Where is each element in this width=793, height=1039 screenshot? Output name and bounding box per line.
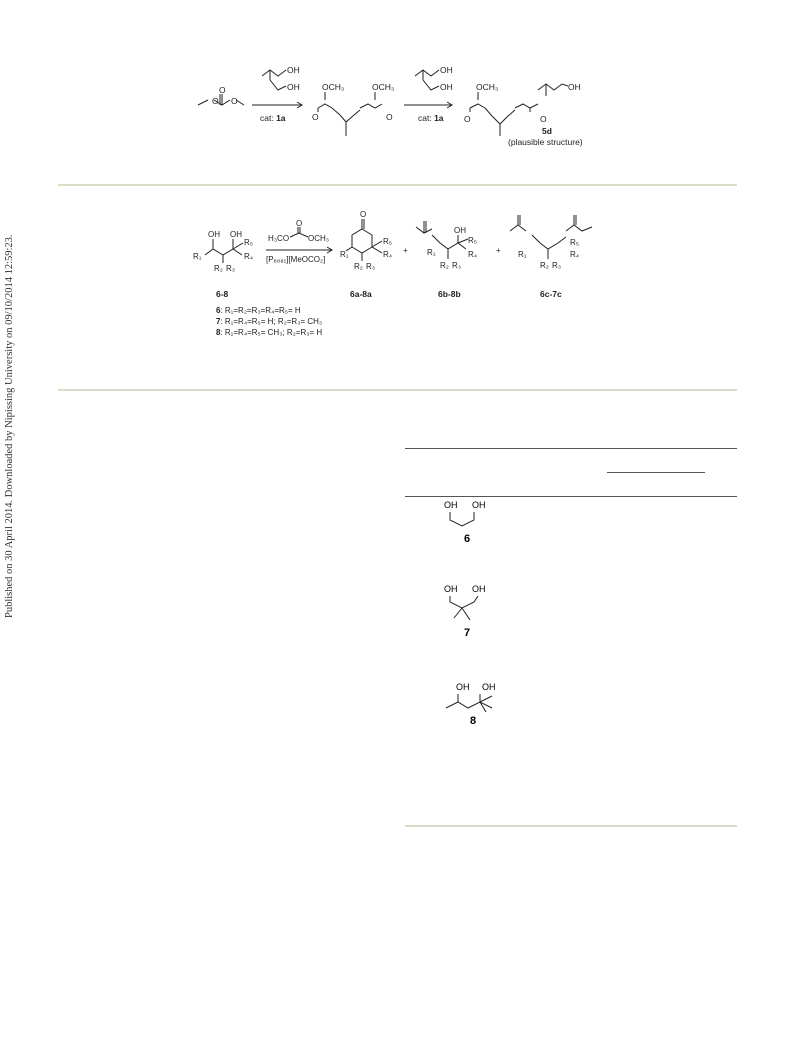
compound-8-label: 8 [470,715,477,727]
lin-r1: R₁ [427,248,436,257]
lin-oh: OH [454,226,466,235]
divider-1 [58,184,737,186]
definition-7: 7: R₁=R₄=R₅= H; R₂=R₃= CH₃ [216,317,323,326]
prod-o2: O [540,114,547,124]
int-o2: O [386,112,393,122]
prod-o1: O [464,114,471,124]
lin-r3: R₃ [452,261,462,270]
struct8-oh2: OH [482,682,496,692]
sm-oh-1: OH [208,230,220,239]
sm-r3: R₃ [226,264,236,273]
scheme-2-reaction [190,205,610,350]
reagent-o: O [296,219,303,228]
struct7-oh2: OH [472,584,486,594]
table-bottom-rule [405,825,737,827]
cyc-r2: R₂ [354,262,363,271]
table-structure-8 [440,680,520,730]
table-structure-7 [440,580,520,640]
dmc-o2: O [231,96,238,106]
plus-2: + [496,246,501,255]
int-och3-1: OCH₃ [322,82,345,92]
bis-r4: R₄ [570,250,580,259]
catalyst-label: [P₈₈₈₁][MeOCO₂] [266,255,326,264]
bis-r2: R₂ [540,261,549,270]
int-o1: O [312,112,319,122]
diol-oh-1: OH [287,65,300,75]
label-6c-7c: 6c-7c [540,289,562,299]
lin-r5: R₅ [468,236,477,245]
struct6-oh2: OH [472,500,486,510]
definition-6: 6: R₁=R₂=R₃=R₄=R₅= H [216,306,301,315]
catalyst-label-1: cat: 1a [260,113,286,123]
definition-8: 8: R₁=R₄=R₅= CH₃; R₂=R₃= H [216,328,323,337]
compound-7-label: 7 [464,627,471,639]
cyc-r4: R₄ [383,250,393,259]
reagent-och3: OCH₃ [308,234,330,243]
compound-6-label: 6 [464,533,471,545]
dmc-carbonyl-o: O [219,85,226,95]
cyc-r1: R₁ [340,250,349,259]
catalyst-label-2: cat: 1a [418,113,444,123]
sm-r4: R₄ [244,252,254,261]
lin-r4: R₄ [468,250,478,259]
table-top-rule [405,448,737,449]
cyc-r3: R₃ [366,262,376,271]
bis-r1: R₁ [518,250,527,259]
lin-r2: R₂ [440,261,449,270]
table-structure-6 [440,498,520,548]
sm-r1: R₁ [193,252,202,261]
label-6b-8b: 6b-8b [438,289,461,299]
download-notice: Published on 30 April 2014. Downloaded by Nipissing University on 09/10/2014 12:59:23. [4,234,15,618]
scheme-1-reaction [190,60,610,160]
label-6a-8a: 6a-8a [350,289,372,299]
prod-och3: OCH₃ [476,82,499,92]
diol-oh-2: OH [287,82,300,92]
bis-r5: R₅ [570,238,579,247]
struct8-oh1: OH [456,682,470,692]
plus-1: + [403,246,408,255]
struct6-oh1: OH [444,500,458,510]
int-och3-2: OCH₃ [372,82,395,92]
bis-r3: R₃ [552,261,562,270]
diol2-oh-1: OH [440,65,453,75]
label-6-8: 6-8 [216,289,229,299]
cyc-carbonyl-o: O [360,210,367,219]
dmc-o1: O [212,96,219,106]
table-header-rule [405,496,737,497]
divider-2 [58,389,737,391]
sm-r5: R₅ [244,238,253,247]
product-note: (plausible structure) [508,137,583,147]
table-subheader-rule [607,472,705,473]
diol2-oh-2: OH [440,82,453,92]
reagent-h3co: H₃CO [268,234,290,243]
prod-oh: OH [568,82,581,92]
sm-r2: R₂ [214,264,223,273]
product-5d-label: 5d [542,126,552,136]
cyc-r5: R₅ [383,237,392,246]
struct7-oh1: OH [444,584,458,594]
sm-oh-2: OH [230,230,242,239]
